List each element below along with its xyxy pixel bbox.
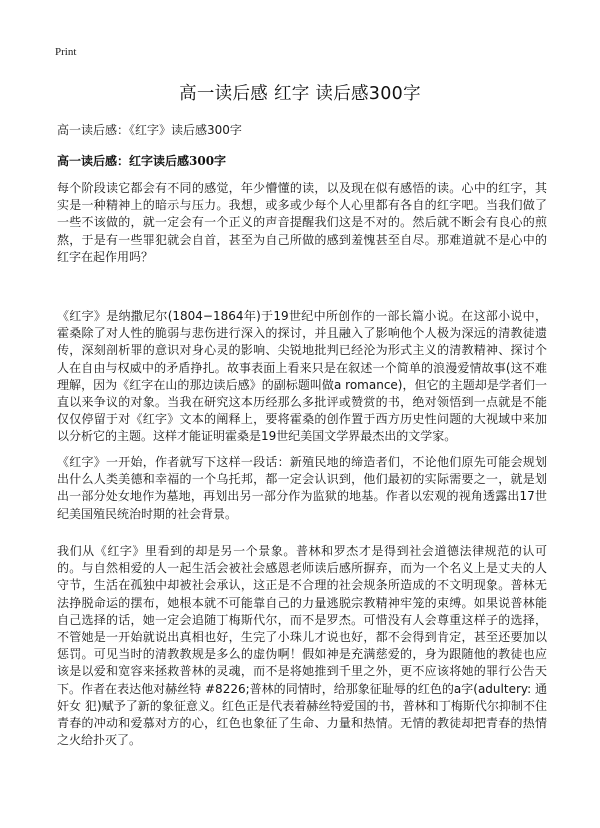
paragraph-4: 我们从《红字》里看到的却是另一个景象。普林和罗杰才是得到社会道德法律规范的认可的。与自然相爱的人一起生活会被社会感恩老师读后感所摒弃，而为一个名义上是丈夫的人守节，生活在孤独中却被社会承认，这正是不合理的社会规条所造成的不文明现象。普林无法挣脱命运的摆布，她根本就不可能靠自己的力量逃脱宗教精神牢笼的束缚。如果说普林能自己选择的话，她一定会追随丁梅斯代尔，而不是罗杰。可惜没有人会尊重这样子的选择，不管她是一开始就说出真相也好，生完了小珠儿才说也好，都不会得到肯定，甚至还要加以惩罚。可见当时的清教教规是多么的虚伪啊！假如神是充满慈爱的，身为跟随他的教徒也应该是以爱和宽容来拯救普林的灵魂，而不是将她推到千里之外，更不应该将她的罪行公告天下。作者在表达他对赫丝特 #8226;普林的同情时，给那象征耻辱的红色的a字(adultery: 通奸女 犯)赋予了新的象征意义。红色正是代表着赫丝特爱国的书，普林和丁梅斯代尔抑制不住青春的冲动和爱慕对方的心，红色也象征了生命、力量和热情。无情的教徒却把青春的热情之火给扑灭了。 — [57, 544, 547, 748]
print-label: Print — [55, 46, 77, 58]
page-title: 高一读后感 红字 读后感300字 — [179, 84, 421, 104]
paragraph-2: 《红字》是纳撒尼尔(1804−1864年)于19世纪中所创作的一部长篇小说。在这部小说中，霍桑除了对人性的脆弱与悲伤进行深入的探讨，并且融入了影响他个人极为深远的清教徒遗传，深刻剖析罪的意识对身心灵的影响、尖锐地批判已经沦为形式主义的清教精神、探讨个人在自由与权威中的矛盾挣扎。故事表面上看来只是在叙述一个简单的浪漫爱情故事(这不难理解，因为《红字在山的那边读后感》的副标题叫做a romance)，但它的主题却是学者们一直以来争议的对象。当我在研究这本历经那么多批评或赞赏的书，绝对领悟到一点就是不能仅仅停留于对《红字》文本的阐释上，要将霍桑的创作置于西方历史性问题的大视域中来加以分析它的主题。这样才能证明霍桑是19世纪美国文学界最杰出的文学家。 — [57, 309, 547, 444]
section-heading: 高一读后感：红字读后感300字 — [57, 154, 227, 168]
article-subtitle: 高一读后感：《红字》读后感300字 — [57, 123, 242, 137]
paragraph-3: 《红字》一开始，作者就写下这样一段话：新殖民地的缔造者们，不论他们原先可能会规划出什么人类美德和幸福的一个乌托邦，都一定会认识到，他们最初的实际需要之一，就是划出一部分处女地作为墓地，再划出另一部分作为监狱的地基。作者以宏观的视角透露出17世纪美国殖民统治时期的社会背景。 — [57, 455, 547, 521]
paragraph-1: 每个阶段读它都会有不同的感觉，年少懵懂的读，以及现在似有感悟的读。心中的红字，其实是一种精神上的暗示与压力。我想，或多或少每个人心里都有各自的红字吧。当我们做了一些不该做的，就一定会有一个正义的声音提醒我们这是不对的。然后就不断会有良心的煎熬，于是有一些罪犯就会自首，甚至为自己所做的感到羞愧甚至自尽。那难道就不是心中的红字在起作用吗？ — [57, 181, 547, 264]
